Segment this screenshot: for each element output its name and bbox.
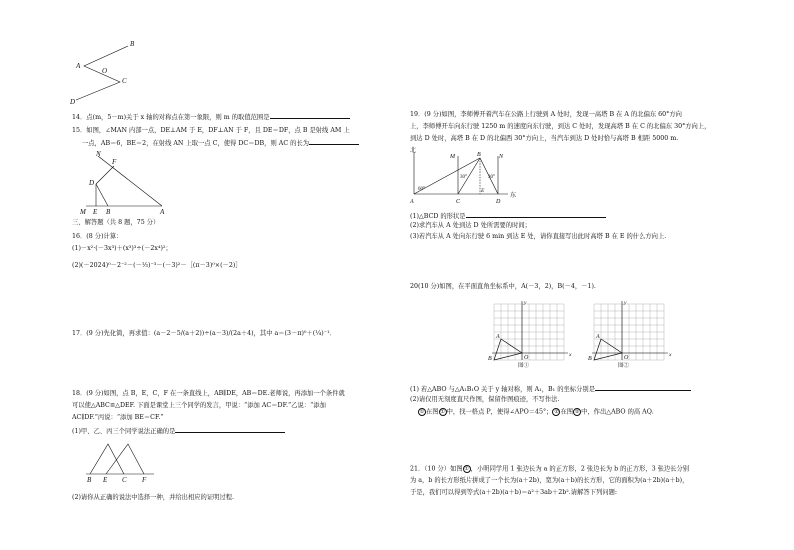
label-m: M — [80, 208, 86, 216]
question-18-line-3: AC∥DF.”丙说：“添加 BE＝CF.” — [72, 414, 164, 421]
label-m: M — [450, 154, 455, 160]
label-d: D — [496, 199, 501, 205]
question-18-part-2: (2)请你从正确的说法中选择一种，并给出相应的证明过程. — [72, 494, 235, 501]
label-b: B — [87, 476, 92, 484]
label-a: A — [76, 62, 81, 70]
circled-number: ① — [440, 409, 445, 415]
label-e: E — [481, 188, 485, 194]
label-f: F — [112, 158, 117, 166]
circled-number: ① — [419, 409, 425, 415]
question-21-line-3: 于是，我们可以得到等式(a＋2b)(a＋b)＝a²＋3ab＋2b².请解答下列问题: — [410, 489, 617, 496]
label-a: A — [596, 334, 600, 340]
figure-q19 — [404, 146, 524, 208]
question-17: 17．(9 分)先化简，再求值：(a－2－5/(a＋2))÷(a－3)/(2a＋4)，其中 a＝(3－π)⁰＋(¼)⁻¹． — [72, 330, 336, 337]
label-c: C — [122, 476, 127, 484]
figure-q13 — [68, 38, 140, 106]
answer-blank-15[interactable] — [309, 138, 359, 145]
label-e: E — [103, 476, 108, 484]
question-21-line-2: 为 a，b 的长方形纸片拼成了一个长为(a＋2b)，宽为(a＋b)的长方形，它的面积为(a＋2b)(a＋b)， — [410, 477, 689, 484]
label-o: O — [102, 67, 108, 75]
label-b: B — [106, 208, 111, 216]
label-c: C — [122, 77, 127, 85]
question-20-part-3: ① 在图 ① 中，找一格点 P，使得∠APO＝45°； ② 在图 ② 中，作出△ABO 的高 AQ. — [419, 408, 654, 416]
caption-fig-1: 图① — [518, 363, 530, 368]
label-c: C — [456, 199, 461, 205]
figure-q15 — [78, 150, 170, 216]
figure-q20-grid-2 — [586, 298, 678, 368]
question-14: 14．点(m，5－m)关于 x 轴的对称点在第一象限，则 m 的取值范围是 — [72, 112, 350, 122]
label-angle-30-d: 30° — [488, 175, 495, 180]
figure-q20-grid-1 — [486, 298, 578, 368]
answer-blank-19[interactable] — [466, 211, 606, 218]
label-f: F — [142, 476, 147, 484]
axis-x: x — [669, 352, 672, 358]
question-18-part-1: (1)甲、乙、丙三个同学说法正确的是 — [72, 426, 285, 436]
section-heading: 三、解答题（共 8 题，75 分） — [72, 219, 160, 226]
question-18-line-2: 可以使△ABC≌△DEF. 下面是课堂上三个同学的发言，甲说：“添加 AC＝DF.”乙说：“添加 — [72, 402, 326, 409]
label-d: D — [89, 179, 95, 187]
question-19-part-3: (3)若汽车从 A 处向东行驶 6 min 到达 E 处，请你直接写出此时高塔 B 在 E 的什么方向上. — [410, 233, 667, 240]
label-o: O — [624, 355, 629, 361]
question-15-line-1: 15．如图，∠MAN 内部一点，DE⊥AM 于 E，DF⊥AN 于 F，且 DE＝DF，点 B 是射线 AM 上 — [72, 127, 350, 134]
question-19-line-3: 到达 D 处时，高塔 B 在 D 的北偏西 30°方向上，当汽车到达 D 处时恰与高塔 B 相距 5000 m. — [410, 135, 679, 142]
label-o: O — [524, 355, 529, 361]
question-20-part-2: (2)请仅用无刻度直尺作图，保留作图痕迹，不写作法. — [410, 396, 560, 403]
axis-x: x — [569, 352, 572, 358]
question-19-line-2: 上，李师傅开车向东行驶 1250 m 的速度向东行驶，到达 C 处时，发现高塔 B 在 C 的北偏东 30°方向上， — [410, 123, 711, 130]
answer-blank-20[interactable] — [595, 384, 691, 391]
label-b: B — [588, 356, 592, 362]
question-20-part-1: (1) 若△ABO 与△A₁B₁O 关于 y 轴对称，则 A₁，B₁ 的坐标分别是 — [410, 384, 691, 394]
label-b: B — [130, 40, 135, 48]
label-angle-30-c: 30° — [460, 175, 467, 180]
question-15-line-2: 一点，AB＝6，BE＝2，在射线 AN 上取一点 C，使得 DC＝DB，则 AC 的长为 — [82, 138, 359, 148]
label-north: 北 — [410, 148, 417, 154]
label-e: E — [93, 208, 98, 216]
label-b: B — [477, 152, 481, 158]
question-18-line-1: 18．(9 分)如图，点 B，E，C，F 在一条直线上，AB∥DE，AB＝DE.老师说，再添加一个条件就 — [72, 390, 345, 397]
axis-y: y — [524, 300, 527, 306]
label-a: A — [496, 334, 500, 340]
label-angle-60: 60° — [418, 187, 425, 192]
label-a: A — [410, 199, 414, 205]
question-19-part-1: (1)△BCD 的形状是 — [410, 211, 606, 221]
question-16: 16．(8 分)计算： — [72, 233, 123, 240]
question-16-part-1: (1)－x²·(－3x³)＋(x³)³÷(－2x⁴)²； — [72, 245, 172, 252]
caption-fig-2: 图② — [618, 363, 630, 368]
question-19-line-1: 19．(9 分)如图，李师傅开着汽车在公路上行驶到 A 处时，发现一高塔 B 在 A 的北偏东 60°方向 — [410, 111, 682, 118]
circled-number: ② — [554, 409, 559, 415]
axis-y: y — [624, 300, 627, 306]
answer-blank-18[interactable] — [175, 426, 285, 433]
circled-number: ① — [464, 466, 469, 472]
figure-q18 — [80, 438, 160, 484]
label-b: B — [488, 356, 492, 362]
answer-blank-14[interactable] — [270, 112, 350, 119]
label-east: 东 — [510, 193, 517, 199]
label-n: N — [96, 150, 101, 158]
question-20: 20(10 分)如图，在平面直角坐标系中，A(－3，2)，B(－4，－1). — [410, 283, 596, 290]
label-a: A — [160, 208, 165, 216]
question-19-part-2: (2)求汽车从 A 处到达 D 处所需要的时间； — [410, 222, 531, 229]
question-16-part-2: (2)(－2024)⁰－2⁻²－(－⅓)⁻³－(－3)²－［(π－3)⁰×(－2)］ — [72, 262, 242, 269]
label-d: D — [70, 98, 76, 106]
question-21-line-1: 21．（10 分）如图 ① ，小明同学用 1 张边长为 a 的正方形，2 张边长为 b 的正方形，3 张边长分别 — [410, 465, 690, 473]
circled-number: ② — [574, 409, 580, 415]
label-n: N — [499, 154, 504, 160]
